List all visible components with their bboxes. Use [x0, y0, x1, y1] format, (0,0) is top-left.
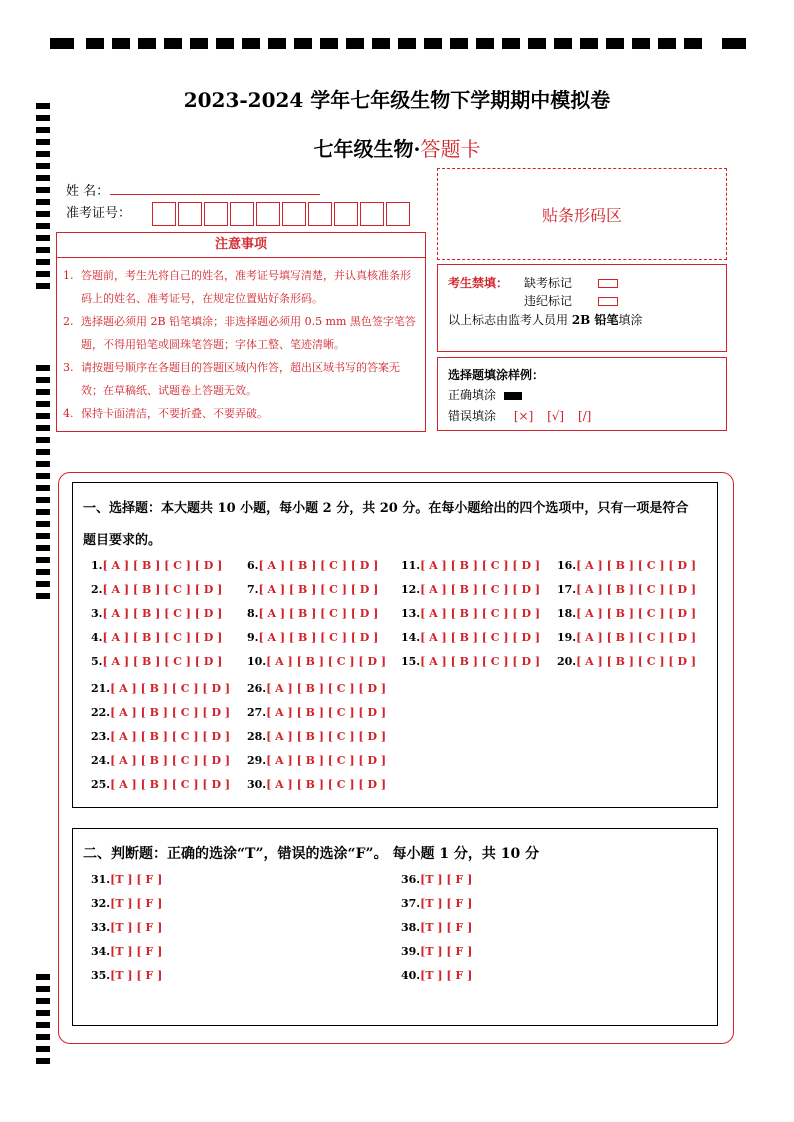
mc-question-number: 18.: [557, 607, 577, 620]
mc-question: [247, 559, 378, 572]
mc-question-number: 22.: [91, 706, 111, 719]
mc-question: [247, 607, 378, 620]
timing-mark: [36, 115, 50, 121]
forbid-note-post: 填涂: [618, 313, 643, 327]
timing-mark: [36, 425, 50, 431]
tf-question: [91, 945, 162, 958]
mc-answer-options[interactable]: [ A ] [ B ] [ C ] [ D ]: [420, 559, 541, 572]
mc-answer-options[interactable]: [ A ] [ B ] [ C ] [ D ]: [266, 706, 387, 719]
notice-number: 4.: [63, 407, 74, 420]
timing-mark: [36, 175, 50, 181]
id-digit-box[interactable]: [282, 202, 306, 226]
true-false-section: [72, 828, 718, 1026]
tf-answer-options[interactable]: [T ] [ F ]: [420, 873, 473, 886]
timing-mark: [476, 38, 494, 49]
name-field[interactable]: [110, 194, 320, 195]
timing-mark: [36, 437, 50, 443]
mc-question: [91, 655, 222, 668]
timing-mark: [36, 485, 50, 491]
notice-number: 1.: [63, 269, 74, 282]
id-digit-box[interactable]: [360, 202, 384, 226]
mc-question: [557, 559, 696, 572]
timing-mark: [320, 38, 338, 49]
timing-mark: [372, 38, 390, 49]
tf-question-number: 33.: [91, 921, 111, 934]
id-digit-box[interactable]: [256, 202, 280, 226]
id-digit-box[interactable]: [334, 202, 358, 226]
mc-question-number: 5.: [91, 655, 103, 668]
timing-mark: [36, 473, 50, 479]
mc-question-number: 26.: [247, 682, 267, 695]
mc-question-number: 15.: [401, 655, 421, 668]
tf-question-number: 31.: [91, 873, 111, 886]
timing-mark: [36, 1058, 50, 1064]
mc-question: [247, 754, 386, 767]
tf-question-number: 36.: [401, 873, 421, 886]
timing-mark: [36, 247, 50, 253]
id-digit-box[interactable]: [230, 202, 254, 226]
multiple-choice-section: [72, 482, 718, 808]
notice-text: 选择题必须用 2B 铅笔填涂；非选择题必须用 0.5 mm 黑色签字笔答题，不得用铅笔或圆珠笔答题；字体工整、笔迹清晰。: [81, 315, 416, 351]
mc-question: [247, 682, 386, 695]
timing-mark: [138, 38, 156, 49]
timing-mark: [502, 38, 520, 49]
mc-question: [401, 655, 540, 668]
tf-question-number: 37.: [401, 897, 421, 910]
mc-title-line2: 题目要求的。: [83, 533, 162, 548]
examinee-forbidden-box: [437, 264, 727, 352]
tf-answer-options[interactable]: [T ] [ F ]: [420, 945, 473, 958]
timing-mark: [36, 521, 50, 527]
subtitle-main: 七年级生物·: [313, 137, 421, 161]
timing-mark: [36, 533, 50, 539]
timing-mark: [36, 1034, 50, 1040]
timing-mark: [424, 38, 442, 49]
tf-question: [91, 873, 162, 886]
timing-mark: [36, 1022, 50, 1028]
timing-mark: [36, 569, 50, 575]
tf-question: [401, 969, 472, 982]
timing-mark: [580, 38, 598, 49]
mc-question-number: 13.: [401, 607, 421, 620]
timing-mark: [450, 38, 468, 49]
timing-mark: [36, 545, 50, 551]
timing-mark: [36, 235, 50, 241]
timing-mark: [346, 38, 364, 49]
mc-answer-options[interactable]: [ A ] [ B ] [ C ] [ D ]: [576, 583, 697, 596]
timing-mark: [398, 38, 416, 49]
forbid-label: 考生禁填：: [448, 276, 509, 290]
mc-question: [247, 583, 378, 596]
mc-question-number: 20.: [557, 655, 577, 668]
id-digit-box[interactable]: [386, 202, 410, 226]
mc-question-number: 3.: [91, 607, 103, 620]
tf-answer-options[interactable]: [T ] [ F ]: [110, 969, 163, 982]
mc-answer-options[interactable]: [ A ] [ B ] [ C ] [ D ]: [258, 631, 379, 644]
mc-answer-options[interactable]: [ A ] [ B ] [ C ] [ D ]: [110, 730, 231, 743]
mc-question: [247, 778, 386, 791]
mc-answer-options[interactable]: [ A ] [ B ] [ C ] [ D ]: [576, 631, 697, 644]
timing-mark: [36, 1010, 50, 1016]
tf-answer-options[interactable]: [T ] [ F ]: [110, 921, 163, 934]
timing-mark: [36, 163, 50, 169]
timing-mark: [268, 38, 286, 49]
mc-answer-options[interactable]: [ A ] [ B ] [ C ] [ D ]: [266, 655, 387, 668]
timing-mark: [50, 38, 74, 49]
id-number-boxes[interactable]: [152, 202, 412, 226]
timing-mark: [242, 38, 260, 49]
tf-question: [401, 897, 472, 910]
timing-mark: [606, 38, 624, 49]
timing-mark: [554, 38, 572, 49]
notice-text: 答题前，考生先将自己的姓名，准考证号填写清楚，并认真核准条形码上的姓名、准考证号，在规定位置贴好条形码。: [81, 269, 411, 305]
mc-question-number: 6.: [247, 559, 259, 572]
absent-label: 缺考标记: [524, 276, 573, 290]
timing-mark: [632, 38, 650, 49]
mc-answer-options[interactable]: [ A ] [ B ] [ C ] [ D ]: [576, 559, 697, 572]
timing-mark: [36, 497, 50, 503]
timing-mark: [528, 38, 546, 49]
tf-question-number: 40.: [401, 969, 421, 982]
mc-question: [91, 754, 230, 767]
mc-question: [91, 730, 230, 743]
violation-mark-box[interactable]: [598, 297, 618, 306]
timing-mark: [36, 223, 50, 229]
timing-mark: [36, 509, 50, 515]
fill-sample-box: [437, 357, 727, 431]
mc-question: [401, 631, 540, 644]
timing-mark: [36, 187, 50, 193]
timing-mark: [36, 998, 50, 1004]
notice-text: 保持卡面清洁，不要折叠、不要弄破。: [81, 407, 268, 420]
mc-answer-options[interactable]: [ A ] [ B ] [ C ] [ D ]: [420, 607, 541, 620]
mc-question: [91, 631, 222, 644]
mc-title-line1: 一、选择题：本大题共 10 小题，每小题 2 分，共 20 分。在每小题给出的四个选项中，只有一项是符合: [83, 501, 689, 516]
mc-question-number: 4.: [91, 631, 103, 644]
forbid-note: [448, 311, 643, 328]
timing-mark: [36, 259, 50, 265]
mc-answer-options[interactable]: [ A ] [ B ] [ C ] [ D ]: [420, 655, 541, 668]
mc-answer-options[interactable]: [ A ] [ B ] [ C ] [ D ]: [266, 754, 387, 767]
mc-answer-options[interactable]: [ A ] [ B ] [ C ] [ D ]: [110, 682, 231, 695]
subtitle-red: 答题卡: [420, 137, 481, 161]
timing-mark: [722, 38, 746, 49]
notice-text: 请按题号顺序在各题目的答题区域内作答，超出区域书写的答案无效；在草稿纸、试题卷上答题无效。: [81, 361, 400, 397]
id-digit-box[interactable]: [152, 202, 176, 226]
timing-mark: [36, 389, 50, 395]
mc-question-number: 23.: [91, 730, 111, 743]
timing-mark: [36, 986, 50, 992]
tf-answer-options[interactable]: [T ] [ F ]: [420, 969, 473, 982]
mc-answer-options[interactable]: [ A ] [ B ] [ C ] [ D ]: [110, 754, 231, 767]
timing-mark: [112, 38, 130, 49]
mc-question-number: 24.: [91, 754, 111, 767]
tf-question-number: 34.: [91, 945, 111, 958]
mc-question-number: 10.: [247, 655, 267, 668]
tf-question-number: 39.: [401, 945, 421, 958]
tf-question: [91, 921, 162, 934]
mc-question-number: 7.: [247, 583, 259, 596]
notice-item: [63, 264, 419, 310]
mc-question-number: 1.: [91, 559, 103, 572]
mc-question: [247, 730, 386, 743]
wrong-mark-slash: [/]: [577, 409, 592, 423]
mc-question: [247, 631, 378, 644]
timing-mark: [36, 461, 50, 467]
timing-mark: [86, 38, 104, 49]
sample-label: 选择题填涂样例：: [448, 368, 545, 382]
wrong-mark-check: [√]: [547, 409, 565, 423]
tf-question: [91, 897, 162, 910]
mc-question-number: 19.: [557, 631, 577, 644]
tf-answer-options[interactable]: [T ] [ F ]: [110, 945, 163, 958]
tf-question: [401, 873, 472, 886]
mc-answer-options[interactable]: [ A ] [ B ] [ C ] [ D ]: [102, 607, 223, 620]
id-digit-box[interactable]: [178, 202, 202, 226]
name-label: 姓 名：: [66, 184, 110, 199]
mc-answer-options[interactable]: [ A ] [ B ] [ C ] [ D ]: [258, 559, 379, 572]
mc-question: [91, 583, 222, 596]
notice-item: [63, 310, 419, 356]
forbid-note-bold: 2B 铅笔: [571, 313, 619, 327]
timing-mark: [164, 38, 182, 49]
mc-question-number: 21.: [91, 682, 111, 695]
violation-mark-row: [524, 292, 618, 309]
mc-question: [557, 655, 696, 668]
tf-question: [401, 921, 472, 934]
mc-question: [91, 778, 230, 791]
mc-answer-options[interactable]: [ A ] [ B ] [ C ] [ D ]: [258, 583, 379, 596]
violation-label: 违纪标记: [524, 294, 573, 308]
timing-mark: [658, 38, 676, 49]
mc-question: [401, 607, 540, 620]
mc-question-number: 30.: [247, 778, 267, 791]
timing-mark: [36, 377, 50, 383]
mc-answer-options[interactable]: [ A ] [ B ] [ C ] [ D ]: [266, 778, 387, 791]
mc-answer-options[interactable]: [ A ] [ B ] [ C ] [ D ]: [102, 559, 223, 572]
mc-question-number: 17.: [557, 583, 577, 596]
id-label: 准考证号：: [66, 206, 132, 221]
top-timing-marks: [50, 38, 746, 50]
notice-item: [63, 356, 419, 402]
mc-question: [557, 631, 696, 644]
mc-answer-options[interactable]: [ A ] [ B ] [ C ] [ D ]: [110, 706, 231, 719]
wrong-sample-row: [448, 407, 591, 424]
correct-label: 正确填涂: [448, 388, 497, 402]
tf-question-number: 32.: [91, 897, 111, 910]
timing-mark: [36, 365, 50, 371]
tf-answer-options[interactable]: [T ] [ F ]: [110, 873, 163, 886]
tf-question-number: 38.: [401, 921, 421, 934]
correct-sample-row: [448, 386, 522, 403]
exam-title: 2023-2024 学年七年级生物下学期期中模拟卷: [183, 88, 611, 112]
mc-question-number: 8.: [247, 607, 259, 620]
timing-mark: [36, 199, 50, 205]
tf-answer-options[interactable]: [T ] [ F ]: [420, 921, 473, 934]
wrong-label: 错误填涂: [448, 409, 497, 423]
tf-question-number: 35.: [91, 969, 111, 982]
mc-question-number: 25.: [91, 778, 111, 791]
notice-number: 3.: [63, 361, 74, 374]
timing-mark: [36, 283, 50, 289]
mc-question: [401, 583, 540, 596]
filled-sample: [504, 392, 522, 400]
mc-question-number: 29.: [247, 754, 267, 767]
mc-question-number: 16.: [557, 559, 577, 572]
mc-question: [91, 682, 230, 695]
timing-mark: [36, 557, 50, 563]
timing-mark: [36, 581, 50, 587]
mc-answer-options[interactable]: [ A ] [ B ] [ C ] [ D ]: [576, 607, 697, 620]
mc-question: [401, 559, 540, 572]
timing-mark: [36, 1046, 50, 1052]
timing-mark: [216, 38, 234, 49]
notice-box: [56, 232, 426, 432]
tf-question: [401, 945, 472, 958]
mc-answer-options[interactable]: [ A ] [ B ] [ C ] [ D ]: [102, 631, 223, 644]
barcode-label: 贴条形码区: [541, 205, 622, 225]
absent-mark-box[interactable]: [598, 279, 618, 288]
timing-mark: [36, 401, 50, 407]
mc-question-number: 2.: [91, 583, 103, 596]
notice-heading: 注意事项: [57, 233, 425, 258]
mc-question-number: 14.: [401, 631, 421, 644]
mc-question: [91, 706, 230, 719]
wrong-mark-cross: [×]: [513, 409, 534, 423]
mc-question: [91, 559, 222, 572]
tf-answer-options[interactable]: [T ] [ F ]: [420, 897, 473, 910]
forbid-note-pre: 以上标志由监考人员用: [448, 313, 572, 327]
timing-mark: [190, 38, 208, 49]
absent-mark-row: [524, 274, 618, 291]
timing-mark: [36, 449, 50, 455]
mc-answer-options[interactable]: [ A ] [ B ] [ C ] [ D ]: [420, 631, 541, 644]
timing-mark: [36, 271, 50, 277]
mc-question: [247, 655, 386, 668]
mc-question: [247, 706, 386, 719]
notice-item: [63, 402, 419, 425]
barcode-area: [437, 168, 727, 260]
tf-question: [91, 969, 162, 982]
timing-mark: [36, 413, 50, 419]
id-digit-box[interactable]: [308, 202, 332, 226]
notice-number: 2.: [63, 315, 74, 328]
mc-question: [557, 583, 696, 596]
mc-question-number: 11.: [401, 559, 421, 572]
mc-question-number: 28.: [247, 730, 267, 743]
mc-answer-options[interactable]: [ A ] [ B ] [ C ] [ D ]: [258, 607, 379, 620]
notice-list: [57, 258, 425, 425]
timing-mark: [36, 593, 50, 599]
card-subtitle: [0, 133, 794, 162]
mc-question: [557, 607, 696, 620]
mc-answer-options[interactable]: [ A ] [ B ] [ C ] [ D ]: [102, 655, 223, 668]
mc-answer-options[interactable]: [ A ] [ B ] [ C ] [ D ]: [266, 682, 387, 695]
mc-answer-options[interactable]: [ A ] [ B ] [ C ] [ D ]: [266, 730, 387, 743]
timing-mark: [36, 974, 50, 980]
timing-mark: [684, 38, 702, 49]
mc-question: [91, 607, 222, 620]
mc-question-number: 12.: [401, 583, 421, 596]
timing-mark: [294, 38, 312, 49]
id-digit-box[interactable]: [204, 202, 228, 226]
mc-question-number: 9.: [247, 631, 259, 644]
mc-answer-options[interactable]: [ A ] [ B ] [ C ] [ D ]: [110, 778, 231, 791]
timing-mark: [36, 211, 50, 217]
mc-answer-options[interactable]: [ A ] [ B ] [ C ] [ D ]: [576, 655, 697, 668]
mc-answer-options[interactable]: [ A ] [ B ] [ C ] [ D ]: [420, 583, 541, 596]
tf-answer-options[interactable]: [T ] [ F ]: [110, 897, 163, 910]
tf-title: 二、判断题：正确的选涂“T”，错误的选涂“F”。 每小题 1 分，共 10 分: [83, 846, 540, 862]
mc-answer-options[interactable]: [ A ] [ B ] [ C ] [ D ]: [102, 583, 223, 596]
mc-question-number: 27.: [247, 706, 267, 719]
